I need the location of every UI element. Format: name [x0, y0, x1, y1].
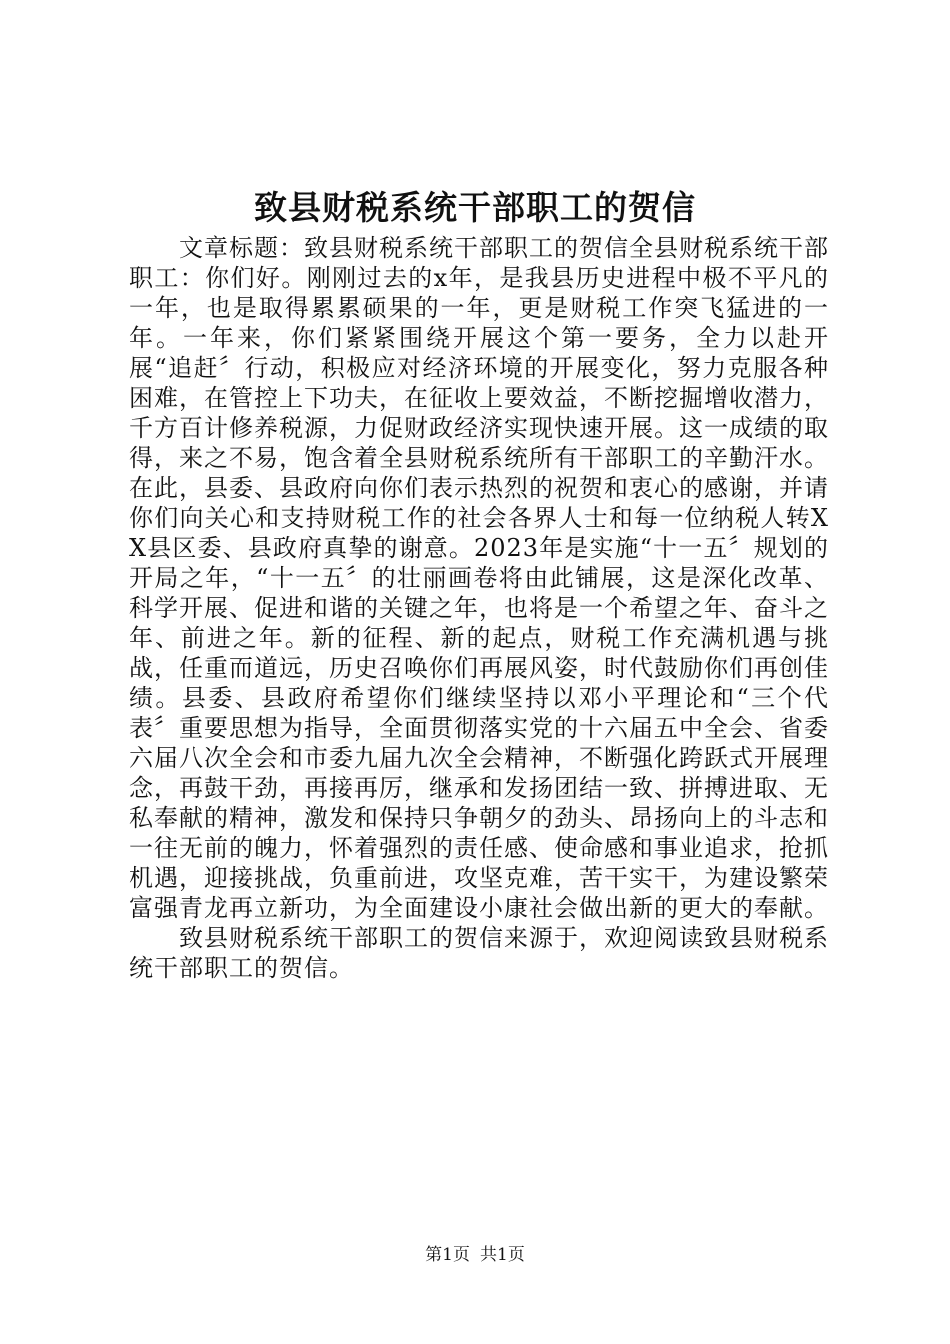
document-body	[129, 233, 829, 983]
page-number-current: 第1页	[425, 1245, 470, 1265]
body-paragraph: 文章标题：致县财税系统干部职工的贺信全县财税系统干部职工：你们好。刚刚过去的x年，是我县历史进程中极不平凡的一年，也是取得累累硕果的一年，更是财税工作突飞猛进的一年。一年来，你们紧紧围绕开展这个第一要务，全力以赴开展“追赶〞行动，积极应对经济环境的开展变化，努力克服各种困难，在管控上下功夫，在征收上要效益，不断挖掘增收潜力，千方百计修养税源，力促财政经济实现快速开展。这一成绩的取得，来之不易，饱含着全县财税系统所有干部职工的辛勤汗水。在此，县委、县政府向你们表示热烈的祝贺和衷心的感谢，并请你们向关心和支持财税工作的社会各界人士和每一位纳税人转XX县区委、县政府真挚的谢意。2023年是实施“十一五〞规划的开局之年，“十一五〞的壮丽画卷将由此铺展，这是深化改革、科学开展、促进和谐的关键之年，也将是一个希望之年、奋斗之年、前进之年。新的征程、新的起点，财税工作充满机遇与挑战，任重而道远，历史召唤你们再展风姿，时代鼓励你们再创佳绩。县委、县政府希望你们继续坚持以邓小平理论和“三个代表〞重要思想为指导，全面贯彻落实党的十六届五中全会、省委六届八次全会和市委九届九次全会精神，不断强化跨跃式开展理念，再鼓干劲，再接再厉，继承和发扬团结一致、拼搏进取、无私奉献的精神，激发和保持只争朝夕的劲头、昂扬向上的斗志和一往无前的魄力，怀着强烈的责任感、使命感和事业追求，抢抓机遇，迎接挑战，负重前进，攻坚克难，苦干实干，为建设繁荣富强青龙再立新功，为全面建设小康社会做出新的更大的奉献。	[129, 234, 829, 922]
page-number-total: 共1页	[480, 1245, 525, 1265]
source-paragraph: 致县财税系统干部职工的贺信来源于，欢迎阅读致县财税系统干部职工的贺信。	[129, 924, 829, 982]
page-footer	[0, 1243, 950, 1267]
document-title: 致县财税系统干部职工的贺信	[254, 188, 696, 227]
